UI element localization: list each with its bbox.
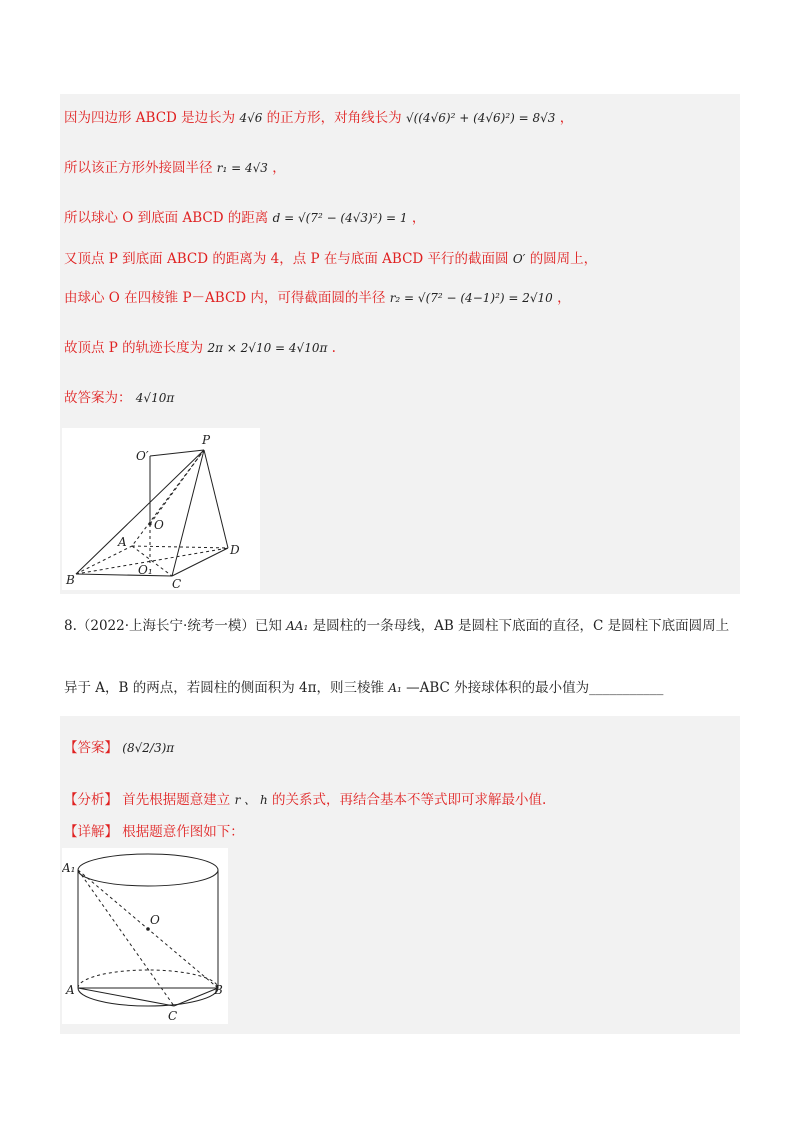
label-o1: O₁ bbox=[138, 563, 153, 577]
segment-ac bbox=[78, 988, 174, 1006]
math-diagonal: √((4√6)² + (4√6)²) = 8√3 bbox=[405, 111, 556, 125]
segment-a1c bbox=[78, 870, 174, 1006]
math-answer-b: (8√2/3)π bbox=[122, 741, 175, 755]
edge-pc bbox=[172, 450, 204, 576]
edge-pd bbox=[204, 450, 228, 548]
solution-line-4: 又顶点 P 到底面 ABCD 的距离为 4，点 P 在与底面 ABCD 平行的截面圆 O′ 的圆周上， bbox=[64, 251, 598, 267]
answer-line bbox=[64, 738, 174, 758]
label-b: B bbox=[66, 573, 75, 587]
edge-bc bbox=[76, 574, 172, 576]
label-a: A bbox=[118, 535, 127, 549]
solution-line-7: 故答案为： 4√10π bbox=[64, 390, 175, 406]
analysis-line: 【分析】 首先根据题意建立 r 、 h 的关系式，再结合基本不等式即可求解最小值. bbox=[64, 792, 547, 808]
sphere-center-dot bbox=[146, 927, 150, 931]
solution-line-6: 故顶点 P 的轨迹长度为 2π × 2√10 = 4√10π . bbox=[64, 340, 336, 356]
math-aa1: AA₁ bbox=[286, 619, 309, 633]
top-ellipse bbox=[78, 854, 218, 886]
label-b: B bbox=[214, 983, 223, 997]
math-distance-d: d = √(7² − (4√3)²) = 1 bbox=[272, 211, 408, 225]
segment-cb bbox=[174, 988, 218, 1006]
label-a1: A₁ bbox=[62, 861, 76, 875]
math-r2: r₂ = √(7² − (4−1)²) = 2√10 bbox=[389, 291, 553, 305]
label-c: C bbox=[172, 577, 182, 590]
cylinder-diagram bbox=[62, 848, 228, 1024]
question8-line-1: 8.（2022·上海长宁·统考一模）已知 AA₁ 是圆柱的一条母线，AB 是圆柱下底面的直径，C 是圆柱下底面圆周上 bbox=[64, 618, 730, 634]
cylinder-figure bbox=[62, 848, 228, 1024]
solution-line-2: 所以该正方形外接圆半径 r₁ = 4√3 ， bbox=[64, 160, 286, 176]
label-c: C bbox=[168, 1009, 178, 1023]
label-o: O bbox=[154, 518, 164, 532]
edge-ab bbox=[76, 546, 132, 574]
bottom-ellipse-back bbox=[78, 970, 218, 988]
detail-tag: 【详解】 bbox=[64, 824, 118, 840]
answer-tag: 【答案】 bbox=[64, 740, 118, 756]
solution-line-1: 因为四边形 ABCD 是边长为 4√6 的正方形，对角线长为 √((4√6)² + (4√6)²) = 8√3 ， bbox=[64, 110, 574, 126]
math-a1: A₁ bbox=[388, 681, 402, 695]
math-r-h: r 、 h bbox=[234, 793, 268, 807]
label-o-prime: O′ bbox=[136, 449, 149, 463]
analysis-tag: 【分析】 bbox=[64, 792, 118, 808]
center-o-dot bbox=[148, 522, 151, 525]
detail-line: 【详解】 根据题意作图如下： bbox=[64, 824, 244, 840]
pyramid-diagram bbox=[62, 428, 260, 590]
math-side-length: 4√6 bbox=[239, 111, 263, 125]
pyramid-figure bbox=[62, 428, 260, 590]
math-r1: r₁ = 4√3 bbox=[216, 161, 268, 175]
segment-oprime-p bbox=[150, 450, 204, 456]
math-trajectory-length: 2π × 2√10 = 4√10π bbox=[207, 341, 328, 355]
question8-line-2: 异于 A，B 的两点，若圆柱的侧面积为 4π，则三棱锥 A₁ —ABC 外接球体积的最小值为___________ bbox=[64, 680, 664, 696]
label-p: P bbox=[202, 433, 211, 447]
solution-line-3: 所以球心 O 到底面 ABCD 的距离 d = √(7² − (4√3)²) = 1 ， bbox=[64, 210, 426, 226]
solution-line-5: 由球心 O 在四棱锥 P－ABCD 内，可得截面圆的半径 r₂ = √(7² − (4−1)²) = 2√10 ， bbox=[64, 290, 571, 306]
math-o-prime: O′ bbox=[512, 252, 526, 266]
label-a: A bbox=[66, 983, 75, 997]
math-answer-a: 4√10π bbox=[135, 391, 175, 405]
label-d: D bbox=[230, 543, 240, 557]
label-o: O bbox=[150, 913, 160, 927]
edge-cd bbox=[172, 548, 228, 576]
